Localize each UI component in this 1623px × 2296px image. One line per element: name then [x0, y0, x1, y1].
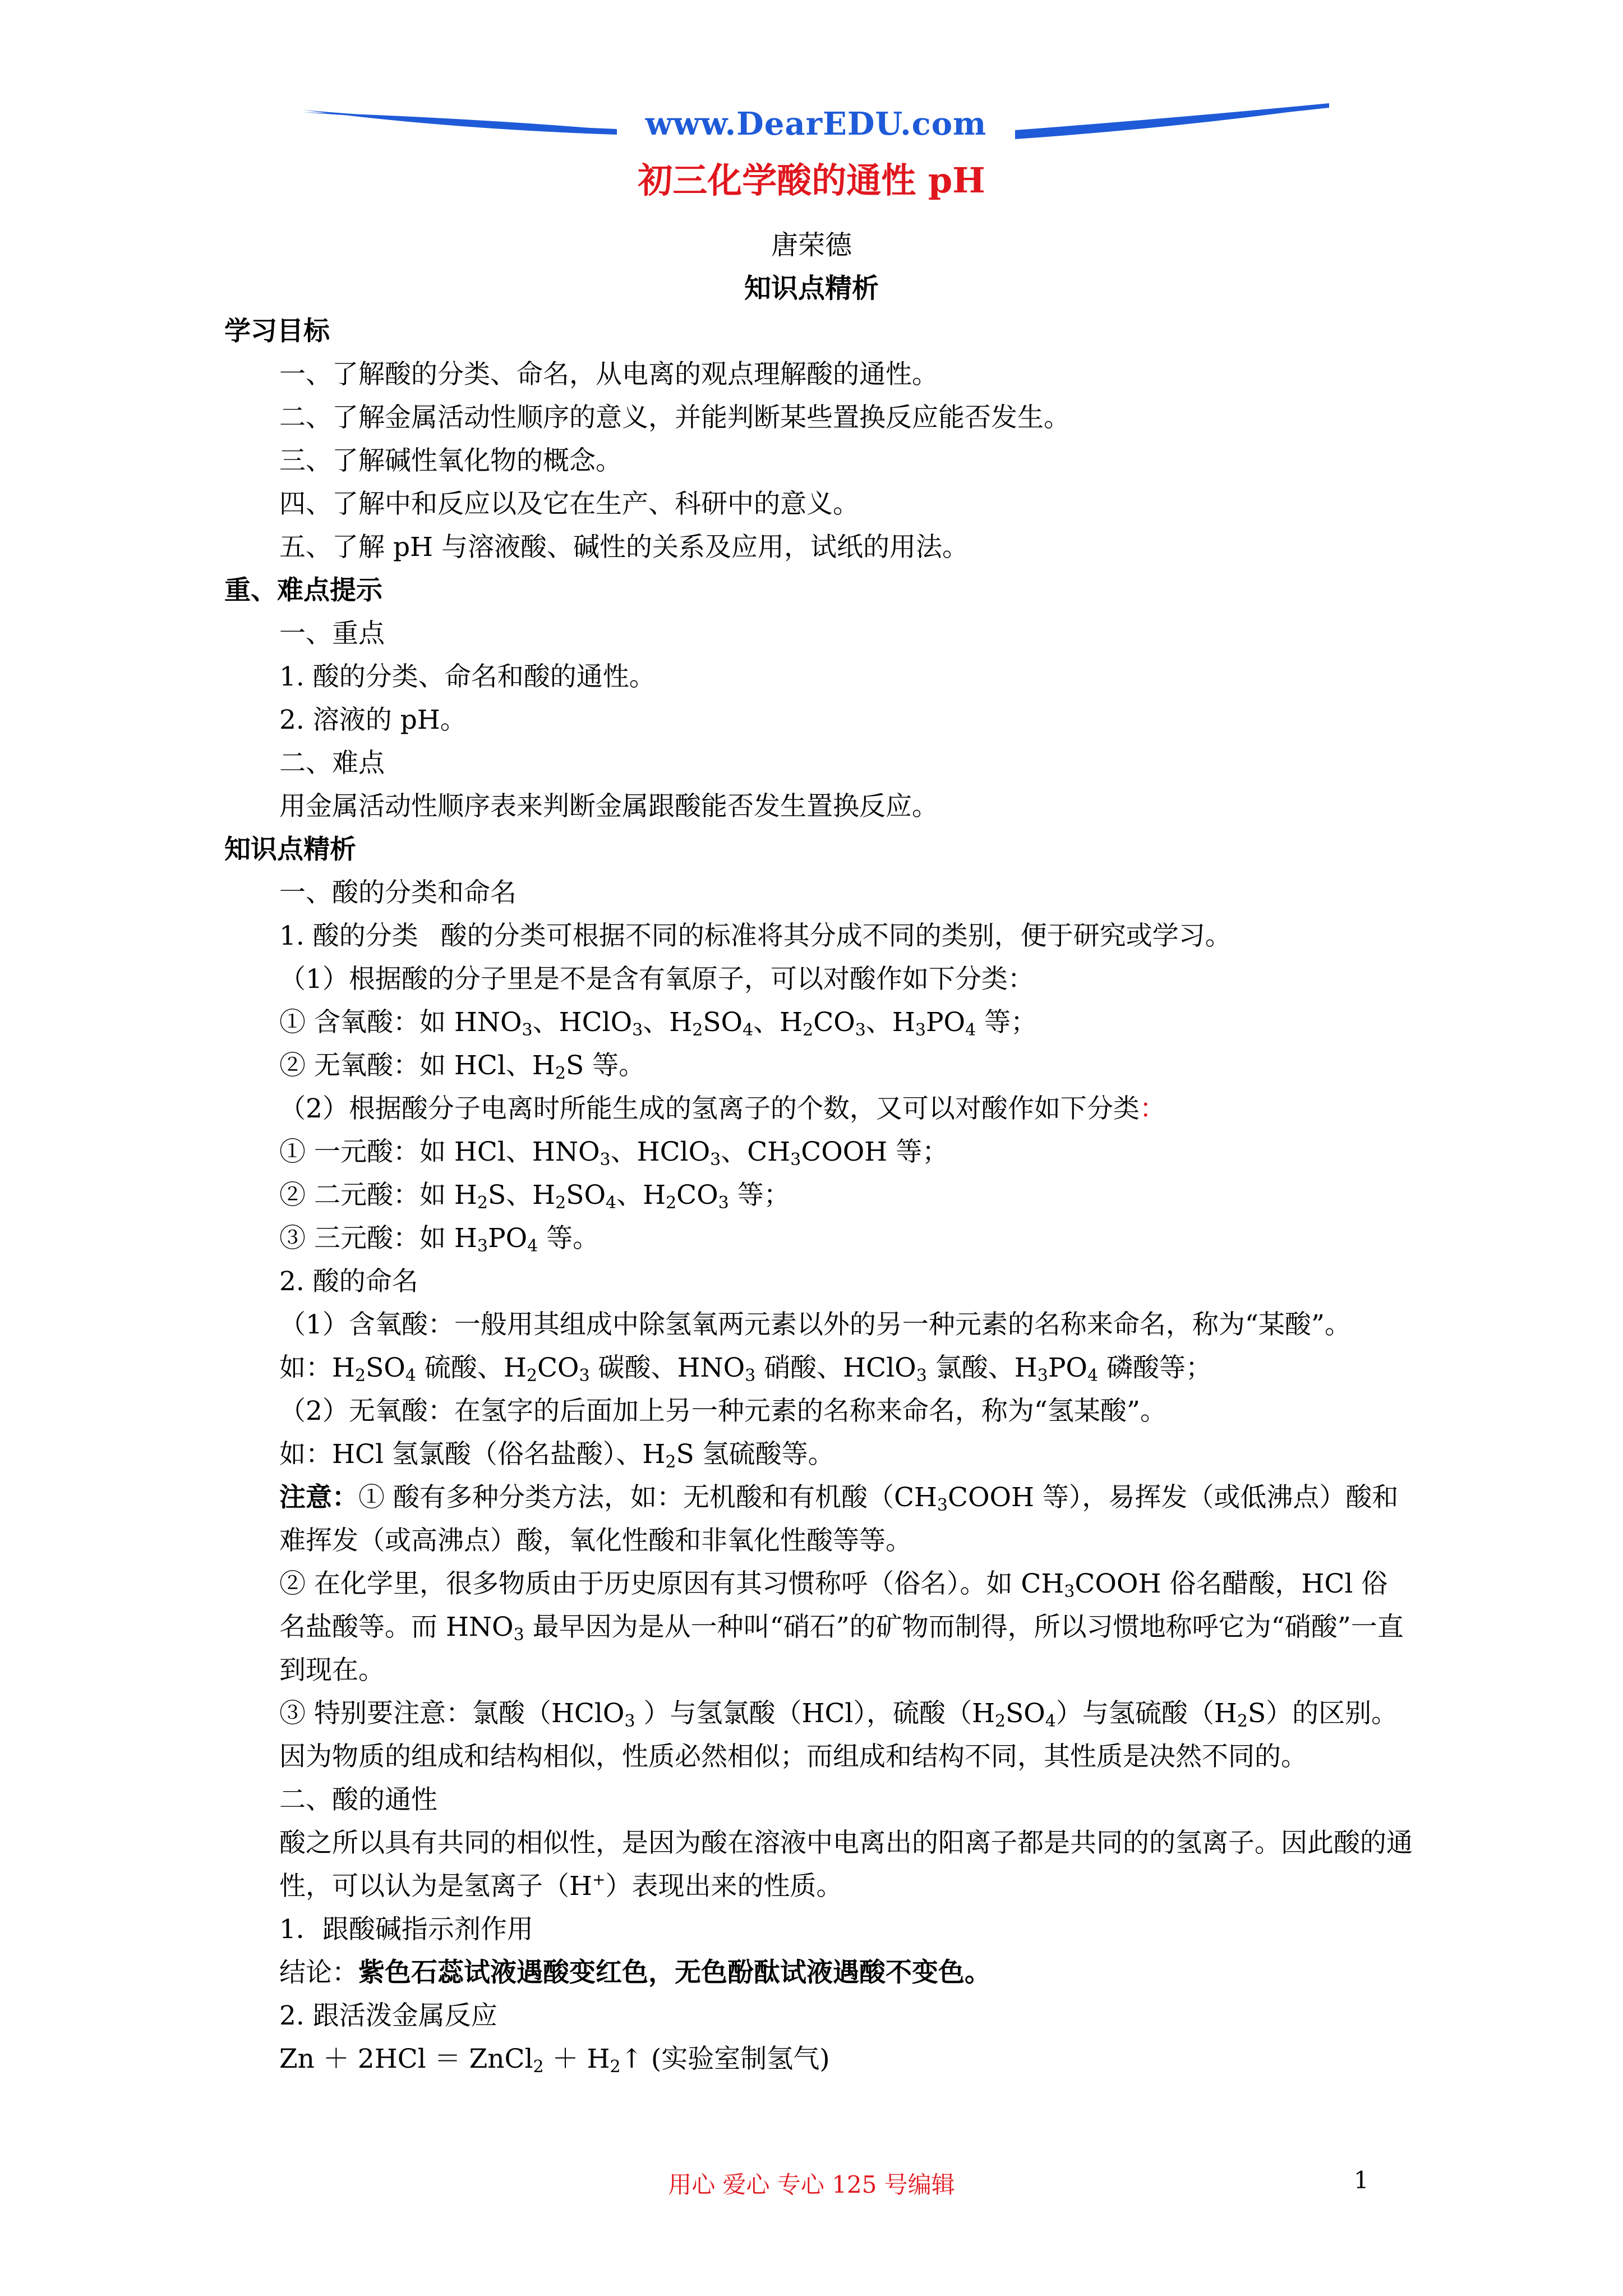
key-point: 1. 酸的分类、命名和酸的通性。 [279, 661, 656, 692]
list-item: ② 无氧酸：如 HCl、$H_2S$ 等。 [279, 1050, 645, 1083]
section-heading: 一、酸的分类和命名 [279, 877, 517, 908]
note-paragraph: ② 在化学里，很多物质由于历史原因有其习惯称呼（俗名）。如 $CH_3COOH$ 俗名醋酸，HCl 俗名盐酸等。而 $HNO_3$ 最早因为是从一种叫“硝石”的矿物而制得，所以习惯地称呼它为“硝酸”一直到现在。 [279, 1568, 1404, 1686]
example: 如：$H_2SO_4$ 硫酸、$H_2CO_3$ 碳酸、$HNO_3$ 硝酸、HClO$_3$ 氯酸、$H_3PO_4$ 磷酸等； [279, 1352, 1212, 1386]
site-banner [303, 95, 1329, 157]
page-footer: 用心 爱心 专心 125 号编辑 [668, 2171, 955, 2198]
document-body [224, 310, 1413, 2081]
paragraph: （2）根据酸分子电离时所能生成的氢离子的个数，又可以对酸作如下分类： [279, 1093, 1166, 1124]
paragraph: （2）无氧酸：在氢字的后面加上另一种元素的名称来命名，称为“氢某酸”。 [279, 1396, 1166, 1427]
list-item: ① 含氧酸：如 $HNO_3$、HClO$_3$、$H_2SO_4$、$H_2CO_3$、$H_3PO_4$ 等； [279, 1007, 1038, 1040]
subtitle: 知识点精析 [744, 273, 879, 304]
heading-goals: 学习目标 [224, 316, 330, 347]
equation: Zn ＋ 2HCl ＝ ZnCl$_2$ ＋ $H_2↑$ (实验室制氢气) [279, 2044, 830, 2077]
goal-item: 一、了解酸的分类、命名，从电离的观点理解酸的通性。 [279, 359, 938, 390]
key-point: 二、难点 [279, 748, 385, 779]
paragraph: 1. 酸的分类 酸的分类可根据不同的标准将其分成不同的类别，便于研究或学习。 [279, 921, 1232, 951]
heading-key: 重、难点提示 [224, 575, 382, 606]
note-paragraph: ③ 特别要注意：氯酸（HClO$_3$ ）与氢氯酸（HCl），硫酸$(H_2SO_4)$与氢硫酸$(H_2S)$的区别。因为物质的组成和结构相似，性质必然相似；而组成和结构不同，其性质是决然不同的。 [279, 1698, 1398, 1772]
key-point: 一、重点 [279, 618, 385, 649]
banner-text[interactable]: www.DearEDU.com [645, 105, 987, 142]
key-point: 2. 溶液的 pH。 [279, 705, 467, 735]
section-heading: 二、酸的通性 [279, 1784, 437, 1815]
key-point: 用金属活动性顺序表来判断金属跟酸能否发生置换反应。 [279, 791, 938, 822]
list-item: ② 二元酸：如 $H_2S$、$H_2SO_4$、$H_2CO_3$ 等； [279, 1180, 790, 1213]
example: 如：HCl 氢氯酸（俗名盐酸）、$H_2S$ 氢硫酸等。 [279, 1439, 834, 1472]
author: 唐荣德 [771, 229, 852, 261]
goal-item: 三、了解碱性氧化物的概念。 [279, 445, 622, 476]
goal-item: 二、了解金属活动性顺序的意义，并能判断某些置换反应能否发生。 [279, 402, 1070, 433]
conclusion: 结论：紫色石蕊试液遇酸变红色，无色酚酞试液遇酸不变色。 [279, 1957, 991, 1988]
section-heading: 2. 酸的命名 [279, 1266, 418, 1297]
paragraph: 酸之所以具有共同的相似性，是因为酸在溶液中电离出的阳离子都是共同的的氢离子。因此酸的通性，可以认为是氢离子（H+）表现出来的性质。 [279, 1828, 1413, 1902]
paragraph: （1）根据酸的分子里是不是含有氧原子，可以对酸作如下分类： [279, 964, 1034, 995]
page-number: 1 [1354, 2166, 1369, 2194]
goal-item: 五、了解 pH 与溶液酸、碱性的关系及应用，试纸的用法。 [279, 532, 969, 563]
page-title: 初三化学酸的通性 pH [638, 160, 985, 201]
section-heading: 2. 跟活泼金属反应 [279, 2000, 497, 2031]
paragraph: （1）含氧酸：一般用其组成中除氢氧两元素以外的另一种元素的名称来命名，称为“某酸”。 [279, 1309, 1351, 1340]
list-item: ① 一元酸：如 HCl、$HNO_3$、HClO$_3$、$CH_3COOH$ 等； [279, 1137, 949, 1170]
heading-analysis: 知识点精析 [224, 834, 356, 865]
list-item: ③ 三元酸：如 $H_3PO_4$ 等。 [279, 1223, 600, 1256]
note-paragraph: 注意：① 酸有多种分类方法，如：无机酸和有机酸（$CH_3COOH$ 等），易挥发（或低沸点）酸和难挥发（或高沸点）酸，氧化性酸和非氧化性酸等等。 [279, 1482, 1399, 1556]
section-heading: 1．跟酸碱指示剂作用 [279, 1914, 533, 1945]
goal-item: 四、了解中和反应以及它在生产、科研中的意义。 [279, 489, 859, 519]
